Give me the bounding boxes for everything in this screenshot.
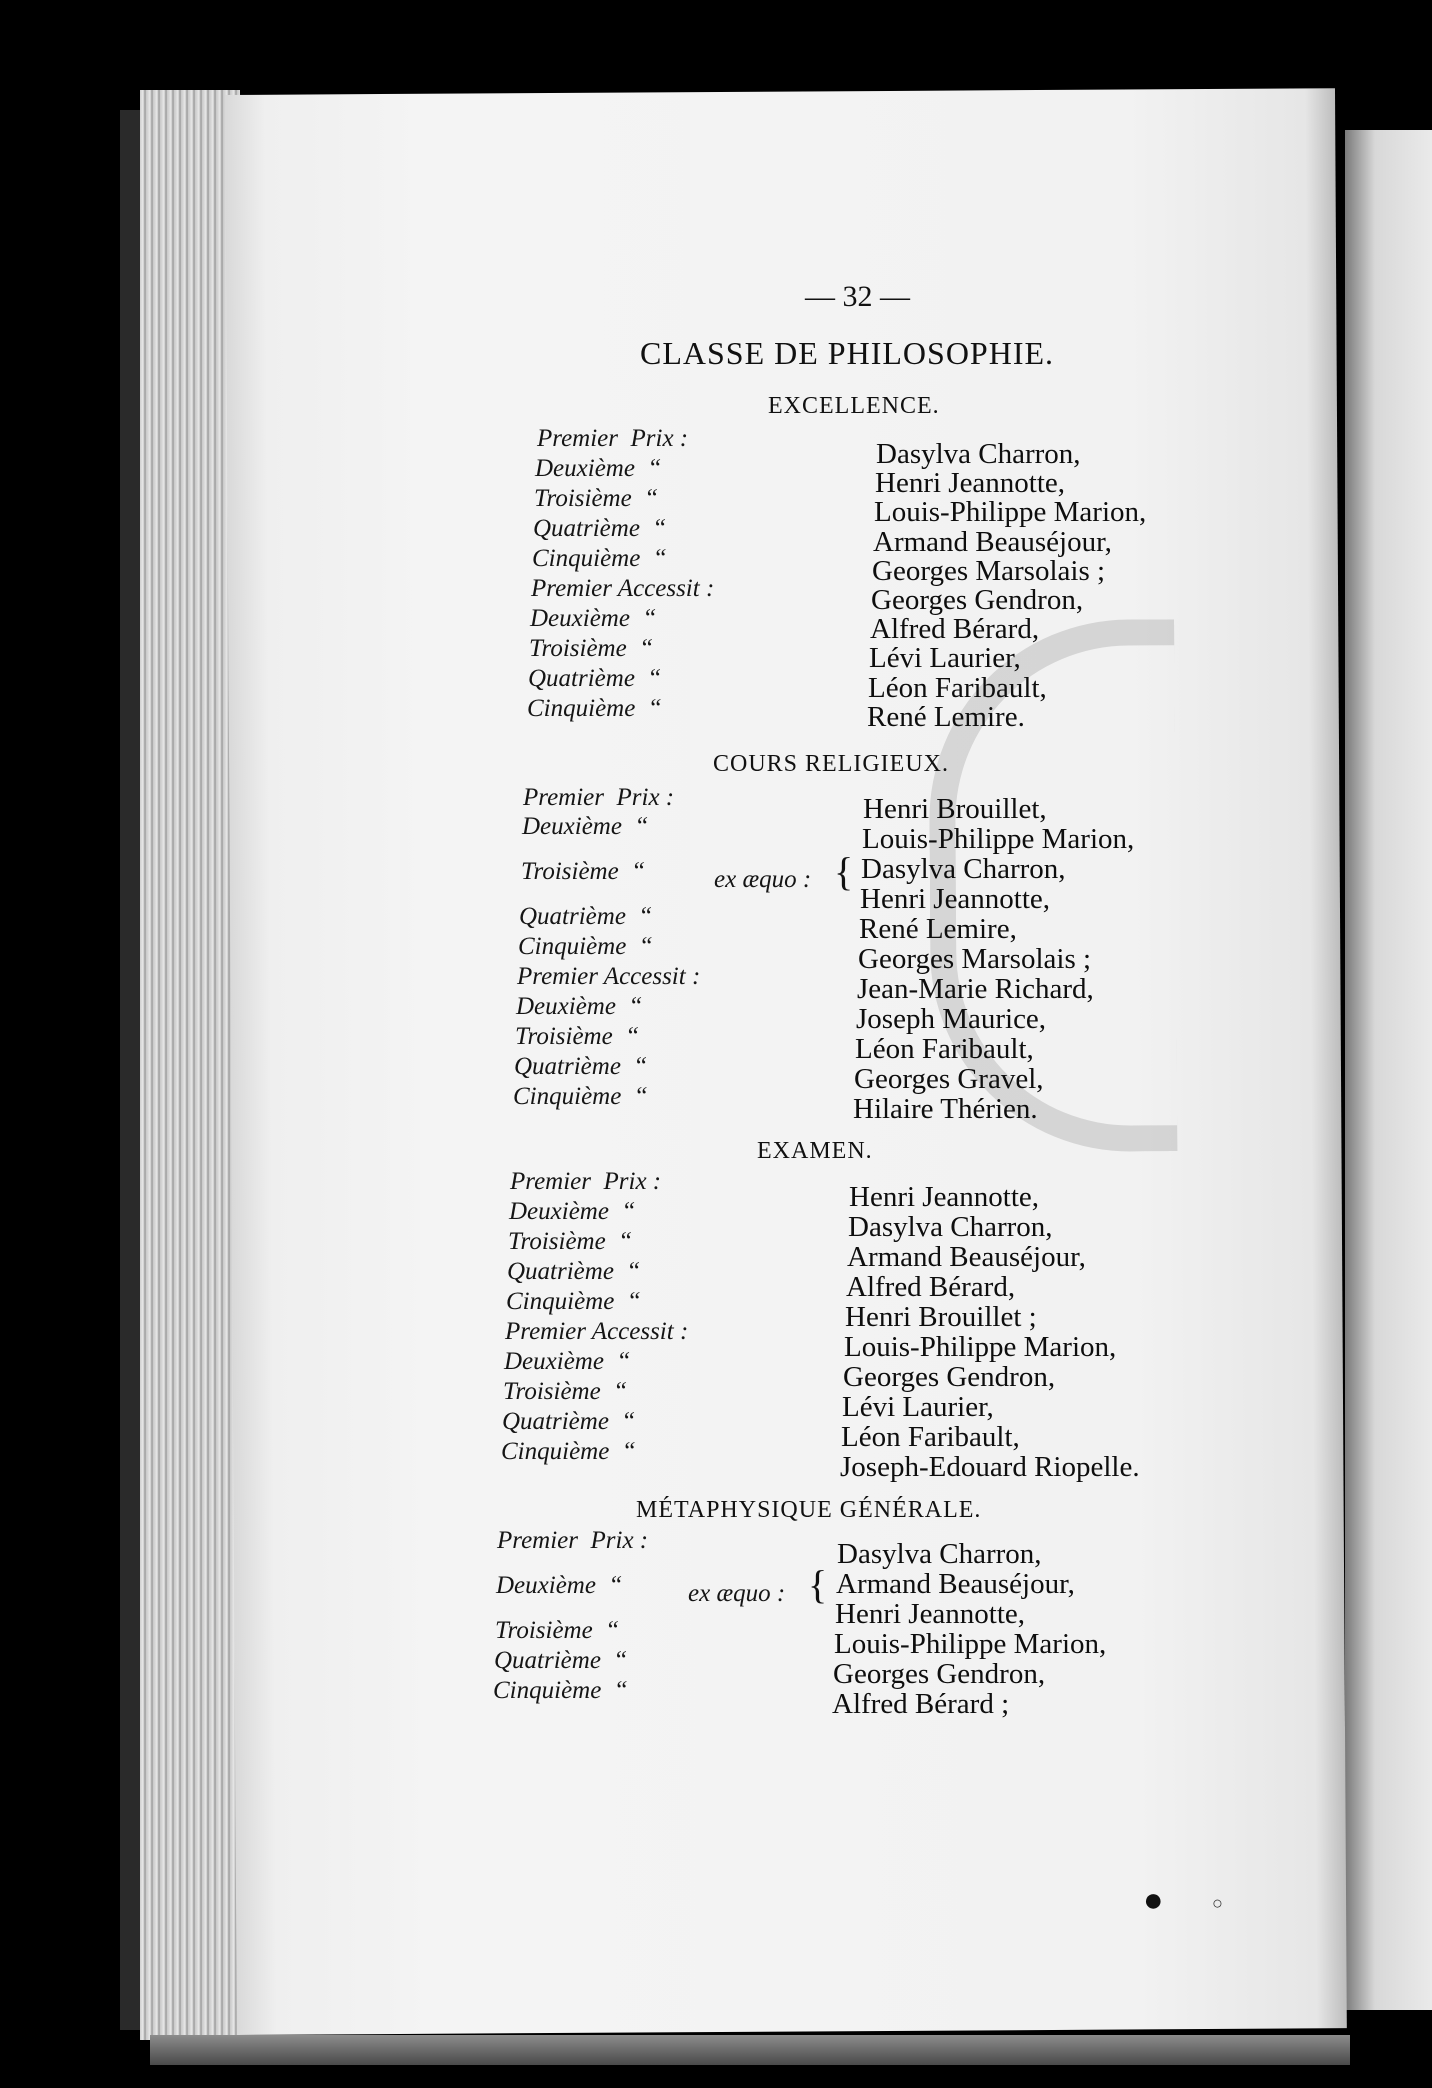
section-heading-excellence: EXCELLENCE. [768, 393, 940, 419]
ink-speck: ● [1143, 1882, 1164, 1919]
student-name: Alfred Bérard, [846, 1271, 1016, 1303]
rank-label: Deuxième “ [509, 1198, 636, 1225]
page-title: CLASSE DE PHILOSOPHIE. [640, 335, 1055, 371]
rank-label: Quatrième “ [502, 1408, 636, 1435]
rank-label: Quatrième “ [507, 1258, 641, 1285]
page-number: — 32 — [805, 280, 910, 313]
rank-label: Troisième “ [515, 1023, 640, 1050]
rank-label: Quatrième “ [519, 903, 653, 930]
student-name: Louis-Philippe Marion, [874, 496, 1147, 528]
section-heading-examen: EXAMEN. [757, 1138, 873, 1164]
student-name: Hilaire Thérien. [853, 1093, 1038, 1125]
student-name: Joseph-Edouard Riopelle. [840, 1451, 1140, 1483]
rank-label: Cinquième “ [532, 545, 667, 572]
ex-aequo-note: ex æquo : [688, 1580, 786, 1607]
student-name: Louis-Philippe Marion, [844, 1331, 1117, 1363]
student-name: Louis-Philippe Marion, [834, 1628, 1107, 1660]
student-name: Lévi Laurier, [869, 642, 1021, 674]
rank-label: Troisième “ [529, 635, 654, 662]
student-name: Henri Brouillet ; [845, 1301, 1037, 1333]
rank-label: Premier Prix : [523, 784, 675, 811]
student-name: Georges Gendron, [833, 1658, 1046, 1690]
student-name: Lévi Laurier, [842, 1391, 994, 1423]
rank-label: Premier Accessit : [505, 1318, 689, 1345]
student-name: Dasylva Charron, [837, 1538, 1042, 1570]
rank-label: Troisième “ [508, 1228, 633, 1255]
student-name: René Lemire, [859, 913, 1017, 945]
rank-label: Deuxième “ [530, 605, 657, 632]
section-heading-cours-religieux: COURS RELIGIEUX. [713, 751, 949, 777]
ex-aequo-note: ex æquo : [714, 866, 812, 893]
rank-label: Quatrième “ [528, 665, 662, 692]
student-name: Léon Faribault, [841, 1421, 1020, 1453]
student-name: Dasylva Charron, [861, 853, 1066, 885]
rank-label: Deuxième “ [504, 1348, 631, 1375]
rank-label: Cinquième “ [506, 1288, 641, 1315]
student-name: René Lemire. [867, 701, 1025, 733]
rank-label: Quatrième “ [514, 1053, 648, 1080]
student-name: Alfred Bérard ; [832, 1688, 1010, 1720]
rank-label: Premier Prix : [497, 1527, 649, 1554]
rank-label: Troisième “ [521, 858, 646, 885]
student-name: Léon Faribault, [868, 672, 1047, 704]
rank-label: Deuxième “ [496, 1572, 623, 1599]
rank-label: Premier Accessit : [531, 575, 715, 602]
student-name: Georges Marsolais ; [858, 943, 1092, 975]
ex-aequo-brace: { [834, 849, 854, 894]
rank-label: Premier Prix : [537, 425, 689, 452]
rank-label: Deuxième “ [535, 455, 662, 482]
ex-aequo-brace: { [808, 1562, 828, 1607]
rank-label: Cinquième “ [527, 695, 662, 722]
student-name: Armand Beauséjour, [847, 1241, 1086, 1273]
student-name: Alfred Bérard, [870, 613, 1040, 645]
student-name: Henri Jeannotte, [860, 883, 1051, 915]
ink-speck: ○ [1212, 1893, 1223, 1913]
student-name: Henri Jeannotte, [835, 1598, 1026, 1630]
facing-page-edge [1345, 130, 1432, 2010]
rank-label: Deuxième “ [516, 993, 643, 1020]
student-name: Armand Beauséjour, [873, 526, 1112, 558]
student-name: Georges Marsolais ; [872, 555, 1106, 587]
student-name: Léon Faribault, [855, 1033, 1034, 1065]
rank-label: Premier Prix : [510, 1168, 662, 1195]
rank-label: Premier Accessit : [517, 963, 701, 990]
student-name: Henri Jeannotte, [849, 1181, 1040, 1213]
student-name: Georges Gendron, [871, 584, 1084, 616]
student-name: Henri Jeannotte, [875, 467, 1066, 499]
student-name: Joseph Maurice, [856, 1003, 1047, 1035]
page-stack-edge [140, 90, 240, 2040]
rank-label: Quatrième “ [533, 515, 667, 542]
section-heading-metaphysique: MÉTAPHYSIQUE GÉNÉRALE. [636, 1497, 982, 1523]
student-name: Jean-Marie Richard, [857, 973, 1094, 1005]
rank-label: Cinquième “ [501, 1438, 636, 1465]
rank-label: Cinquième “ [513, 1083, 648, 1110]
student-name: Armand Beauséjour, [836, 1568, 1075, 1600]
rank-label: Cinquième “ [518, 933, 653, 960]
student-name: Dasylva Charron, [876, 438, 1081, 470]
student-name: Louis-Philippe Marion, [862, 823, 1135, 855]
student-name: Henri Brouillet, [863, 793, 1047, 825]
book-bottom-edge [150, 2035, 1350, 2065]
rank-label: Troisième “ [495, 1617, 620, 1644]
student-name: Dasylva Charron, [848, 1211, 1053, 1243]
rank-label: Deuxième “ [522, 813, 649, 840]
book-page [225, 88, 1347, 2035]
student-name: Georges Gravel, [854, 1063, 1044, 1095]
rank-label: Cinquième “ [493, 1677, 628, 1704]
student-name: Georges Gendron, [843, 1361, 1056, 1393]
rank-label: Troisième “ [534, 485, 659, 512]
rank-label: Quatrième “ [494, 1647, 628, 1674]
rank-label: Troisième “ [503, 1378, 628, 1405]
